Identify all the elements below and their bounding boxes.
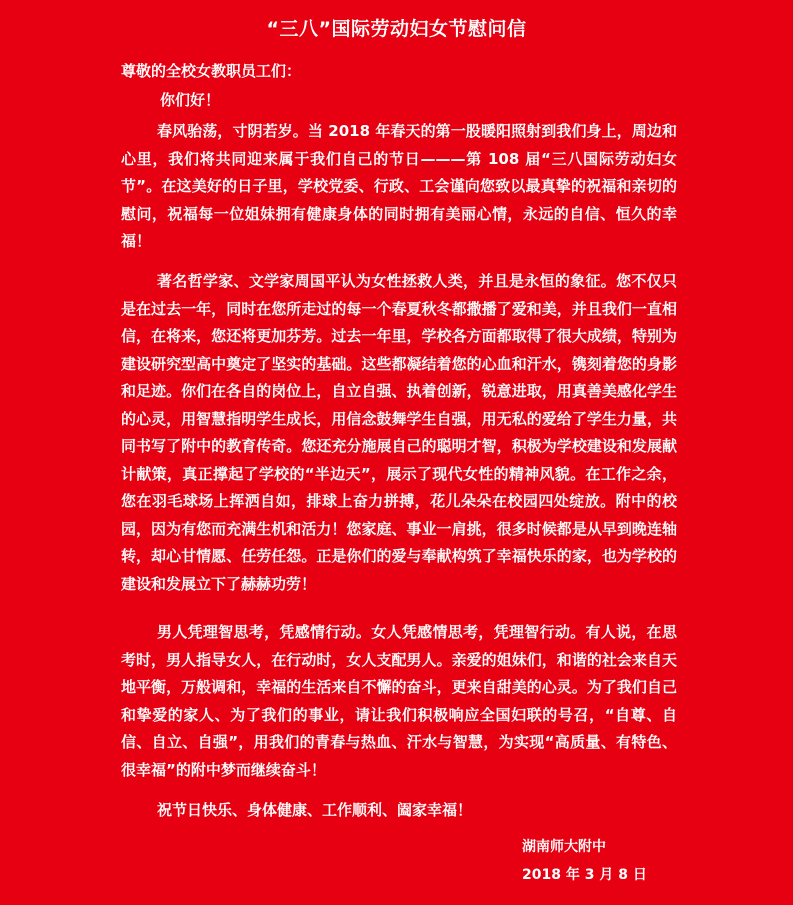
letter-paragraph-1: 春风骀荡，寸阴若岁。当 2018 年春天的第一股暖阳照射到我们身上，周边和心里，我们将共同迎来属于我们自己的节日———第 108 届“三八国际劳动妇女节”。在这美好的日子里，学校党委、行政、工会谨向您致以最真挚的祝福和亲切的慰问，祝福每一位姐妹拥有健康身体的同时拥有美丽心情，永远的自信、恒久的幸福！ — [121, 122, 677, 250]
letter-paragraph-3: 男人凭理智思考，凭感情行动。女人凭感情思考，凭理智行动。有人说，在思考时，男人指导女人，在行动时，女人支配男人。亲爱的姐妹们，和谐的社会来自天地平衡，万般调和，幸福的生活来自不懈的奋斗，更来自甜美的心灵。为了我们自己和挚爱的家人、为了我们的事业，请让我们积极响应全国妇联的号召，“自尊、自信、自立、自强”，用我们的青春与热血、汗水与智慧，为实现“高质量、有特色、很幸福”的附中梦而继续奋斗！ — [121, 623, 677, 779]
letter-greeting: 你们好！ — [160, 91, 221, 109]
signature-organization: 湖南师大附中 — [522, 839, 606, 855]
letter-title: “三八”国际劳动妇女节慰问信 — [266, 18, 527, 40]
letter-closing-wish: 祝节日快乐、身体健康、工作顺利、阖家幸福！ — [157, 801, 473, 819]
letter-salutation: 尊敬的全校女教职员工们： — [121, 62, 302, 80]
signature-date: 2018 年 3 月 8 日 — [522, 867, 647, 883]
letter-paragraph-2: 著名哲学家、文学家周国平认为女性拯救人类，并且是永恒的象征。您不仅只是在过去一年，同时在您所走过的每一个春夏秋冬都撒播了爱和美，并且我们一直相信，在将来，您还将更加芬芳。过去一年里，学校各方面都取得了很大成绩，特别为建设研究型高中奠定了坚实的基础。这些都凝结着您的心血和汗水，镌刻着您的身影和足迹。你们在各自的岗位上，自立自强、执着创新，锐意进取，用真善美感化学生的心灵，用智慧指明学生成长，用信念鼓舞学生自强，用无私的爱给了学生力量，共同书写了附中的教育传奇。您还充分施展自己的聪明才智，积极为学校建设和发展献计献策，真正撑起了学校的“半边天”，展示了现代女性的精神风貌。在工作之余，您在羽毛球场上挥洒自如，排球上奋力拼搏，花儿朵朵在校园四处绽放。附中的校园，因为有您而充满生机和活力！您家庭、事业一肩挑，很多时候都是从早到晚连轴转，却心甘情愿、任劳任怨。正是你们的爱与奉献构筑了幸福快乐的家，也为学校的建设和发展立下了赫赫功劳！ — [121, 272, 677, 593]
